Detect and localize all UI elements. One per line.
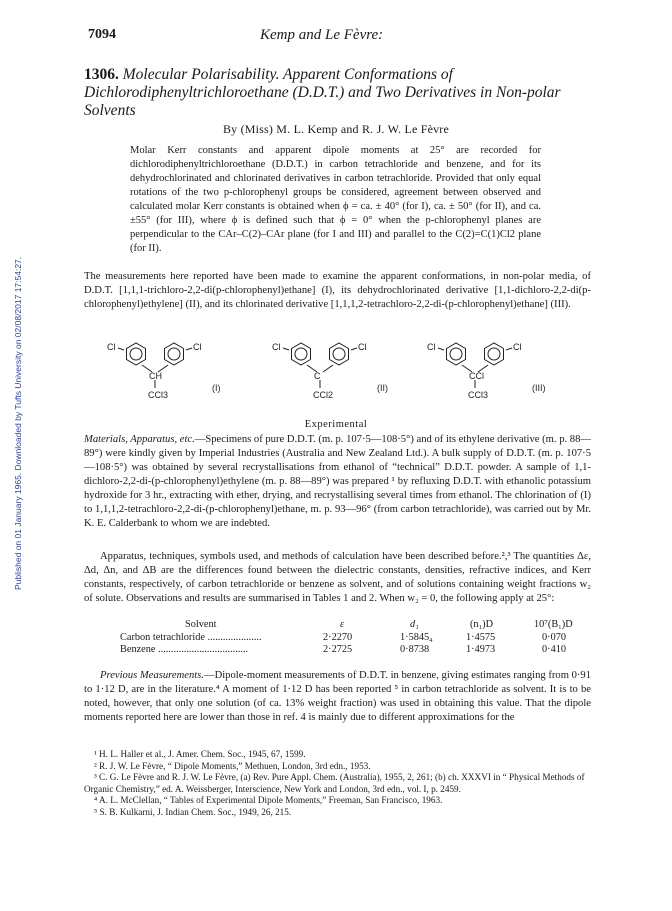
materials-paragraph	[84, 433, 591, 531]
central-atom-label: CH	[149, 371, 162, 381]
abstract: Molar Kerr constants and apparent dipole moments at 25° are recorded for dichlorodiphenyltrichloroethane (D.D.T.) in carbon tetrachloride and benzene, and for its dehydrochlorinated and chlorinated derivatives in carbon tetrachloride. Provided that only equal rotations of the two p-chlorophenyl groups be considered, agreement between observed and calculated molar Kerr constants is obtained when ϕ = ca. ± 40° (for I), ca. ± 50° (for II), and ca. ±55° (for III), where ϕ is defined such that ϕ = 0° when the p-chlorophenyl planes are perpendicular to the CAr–C(2)–CAr plane (for I and III) and parallel to the C(2)=C(1)Cl2 plane (for II).	[130, 145, 541, 254]
download-notice[interactable]: Published on 01 January 1965. Downloaded by Tufts University on 02/08/2017 17:54:27.	[13, 256, 23, 590]
reference-item: ⁴ A. L. McClellan, “ Tables of Experimental Dipole Moments,” Freeman, San Francisco, 1963.	[94, 795, 443, 805]
apparatus-paragraph	[84, 550, 591, 606]
compound-label: (II)	[377, 383, 388, 393]
previous-text: —Dipole-moment measurements of D.D.T. in benzene, giving estimates ranging from 0·91 to 1·12 D, are in the literature.⁴ A moment of 1·12 D has been reported ⁵ in carbon tetrachloride as solvent. It is to be noted, however, that only one solution (of ca. 13% weight fraction) was used in obtaining this value. That the dipole moments reported here are lower than those in ref. 4 is mainly due to different approximations for the	[84, 670, 592, 723]
table-cell: 0·8738	[400, 644, 430, 655]
table-cell: 0·070	[542, 631, 567, 643]
section-heading: Experimental	[304, 419, 368, 430]
aromatic-circle	[295, 348, 307, 360]
table-cell: Benzene ...................................	[120, 644, 249, 655]
central-atom-label: C	[314, 371, 321, 381]
materials-lead: Materials, Apparatus, etc.	[84, 434, 195, 445]
table-cell: 1·5845₄	[400, 631, 433, 643]
reference-item: ³ C. G. Le Fèvre and R. J. W. Le Fèvre, (a) Rev. Pure Appl. Chem. (Australia), 1955, 2, 261; (b) ch. XXXVI in “ Physical Methods of Organic Chemistry,” ed. A. Weissberger, Interscience, New York and London, 3rd edn., vol. I, p. 2459.	[84, 772, 585, 794]
bond	[283, 348, 289, 350]
materials-text: —Specimens of pure D.D.T. (m. p. 107·5—108·5°) and of its ethylene derivative (m. p. 88—89°) were kindly given by Imperial Industries (Australia and New Zealand Ltd.). A bulk supply of D.D.T. (m. p. 107·5—108·5°) was obtained by several recrystallisations from ethanol of “technical” D.D.T. powder. A sample of 1,1-dichloro-2,2-di-(p-chlorophenyl)ethylene (m. p. 88—89°) was prepared ¹ by refluxing D.D.T. with ethanolic potassium hydroxide for 3 hr., extracting with ether, drying, and recrystallising several times from ethanol. The chlorination of (I) to 1,1,1,2-tetrachloro-2,2-di-(p-chlorophenyl)ethane, m. p. 93—96° (from carbon tetrachloride), was carried out by Mr. K. E. Calderbank to whom we are indebted.	[84, 434, 591, 529]
article-title-text: Molecular Polarisability. Apparent Conformations of Dichlorodiphenyltrichloroethane (D.D.T.) and Two Derivatives in Non-polar Solvents	[84, 66, 561, 119]
table-row	[110, 644, 590, 657]
structure-diagrams	[104, 336, 564, 406]
benzene-ring	[292, 343, 311, 365]
table-cell: Carbon tetrachloride .....................	[120, 631, 262, 643]
aromatic-circle	[168, 348, 180, 360]
bond	[438, 348, 444, 350]
bond	[506, 348, 512, 350]
chlorine-label: Cl	[513, 342, 522, 352]
bottom-group-label: CCl3	[148, 390, 169, 400]
chlorine-label: Cl	[272, 342, 281, 352]
article-title	[84, 66, 604, 120]
compound-label: (I)	[212, 383, 221, 393]
table-cell: 1·4575	[466, 631, 496, 643]
references	[84, 749, 591, 818]
header-kerr: 10⁷(B₁)D	[534, 619, 573, 630]
reference-item: ¹ H. L. Haller et al., J. Amer. Chem. Soc., 1945, 67, 1599.	[94, 749, 306, 759]
structures-svg	[104, 336, 564, 406]
bond	[118, 348, 124, 350]
chlorine-label: Cl	[193, 342, 202, 352]
benzene-ring	[165, 343, 184, 365]
bond	[351, 348, 357, 350]
chlorine-label: Cl	[358, 342, 367, 352]
solvent-table	[110, 619, 590, 657]
aromatic-circle	[450, 348, 462, 360]
running-title: Kemp and Le Fèvre:	[260, 27, 384, 43]
benzene-ring	[485, 343, 504, 365]
header-refractive: (n₁)D	[470, 619, 494, 630]
table-cell: 2·2725	[323, 644, 353, 655]
compound-label: (III)	[532, 383, 546, 393]
table-row	[110, 632, 590, 645]
bottom-group-label: CCl2	[313, 390, 334, 400]
bond	[186, 348, 192, 350]
bottom-group-label: CCl3	[468, 390, 489, 400]
aromatic-circle	[333, 348, 345, 360]
page-number: 7094	[88, 27, 116, 42]
table-cell: 2·2270	[323, 631, 353, 643]
header-solvent: Solvent	[185, 619, 217, 630]
reference-item: ² R. J. W. Le Fèvre, “ Dipole Moments,” Methuen, London, 3rd edn., 1953.	[94, 760, 371, 771]
author-line: By (Miss) M. L. Kemp and R. J. W. Le Fèvre	[222, 122, 450, 136]
chlorine-label: Cl	[427, 342, 436, 352]
benzene-ring	[447, 343, 466, 365]
benzene-ring	[127, 343, 146, 365]
aromatic-circle	[130, 348, 142, 360]
benzene-ring	[330, 343, 349, 365]
download-watermark	[2, 160, 23, 590]
chlorine-label: Cl	[107, 342, 116, 352]
table-cell: 1·4973	[466, 644, 496, 655]
previous-measurements-paragraph	[84, 669, 591, 725]
header-density: d₁	[410, 619, 419, 630]
bond	[323, 365, 333, 372]
article-number: 1306.	[84, 66, 119, 83]
table-cell: 0·410	[542, 644, 567, 655]
previous-lead: Previous Measurements.	[100, 670, 204, 681]
intro-paragraph: The measurements here reported have been made to examine the apparent conformations, in non-polar media, of D.D.T. [1,1,1-trichloro-2,2-di(p-chlorophenyl)ethane] (I), its dehydrochlorinated derivative [1,1-dichloro-2,2-di(p-chlorophenyl)ethylene] (II), and its chlorinated derivative [1,1,1,2-tetrachloro-2,2-di-(p-chlorophenyl)ethane] (III).	[84, 271, 591, 310]
header-epsilon: ε	[340, 619, 345, 630]
aromatic-circle	[488, 348, 500, 360]
reference-item: ⁵ S. B. Kulkarni, J. Indian Chem. Soc., 1949, 26, 215.	[94, 806, 292, 817]
apparatus-text: Apparatus, techniques, symbols used, and methods of calculation have been described before.²,³ The quantities Δε, Δd, Δn, and ΔB are the differences found between the dielectric constants, densities, refractive indices, and Kerr constants, respectively, of carbon tetrachloride or benzene as solvent, and of solutions containing weight fractions w₂ of solute. Observations and results are summarised in Tables 1 and 2. When w₂ = 0, the following apply at 25°:	[84, 551, 591, 604]
table-header-row	[110, 619, 590, 632]
central-atom-label: CCl	[469, 371, 484, 381]
